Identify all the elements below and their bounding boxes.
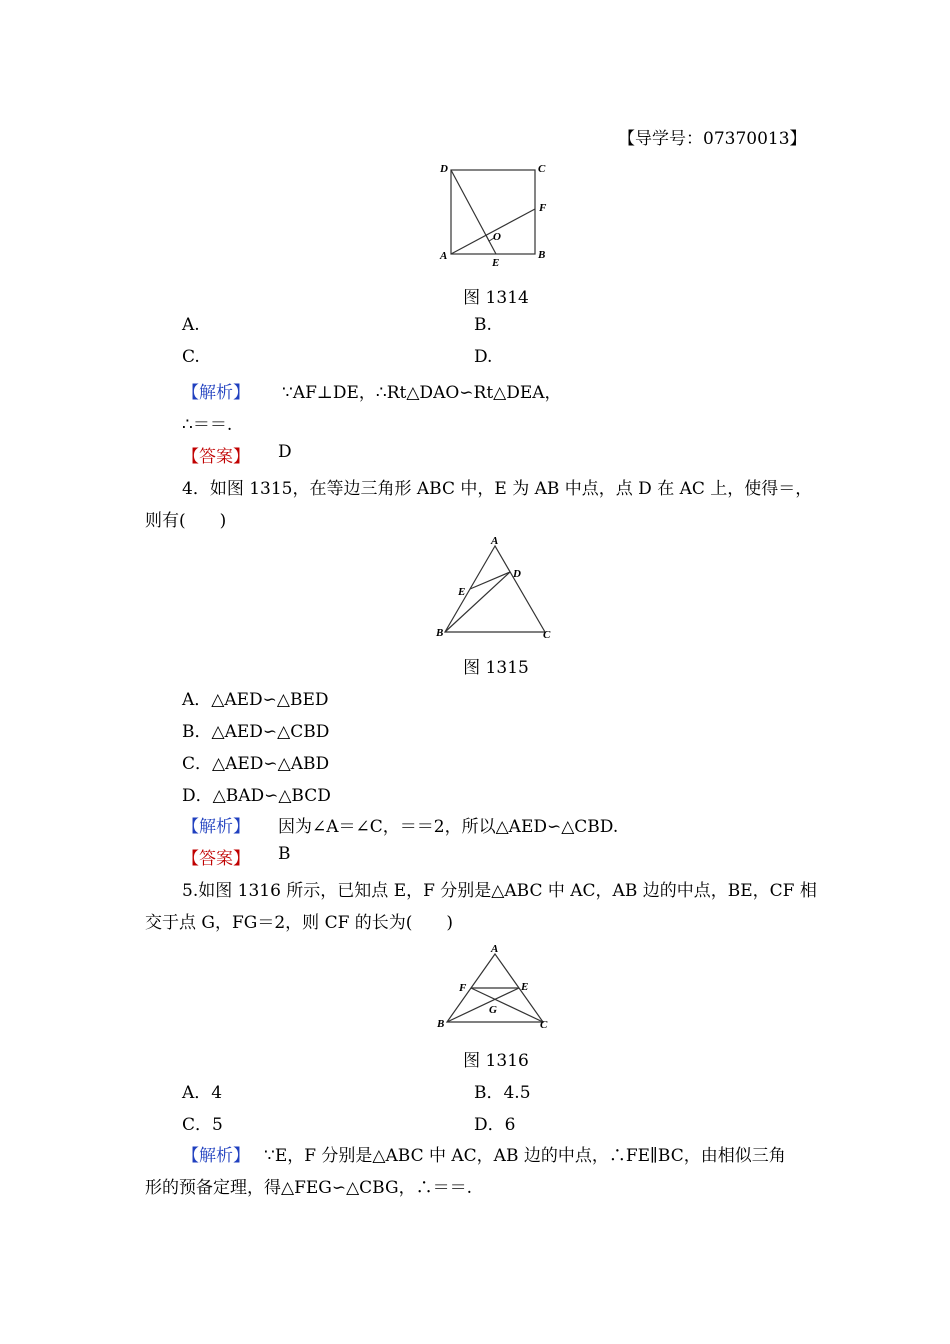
q4-option-b: B．△AED∽△CBD [182,722,330,742]
q5-option-a: A．4 [182,1083,223,1103]
q3-analysis-line2: ∴＝＝. [182,415,233,435]
q5-option-c: C．5 [182,1115,223,1135]
label-E: E [492,257,500,268]
label-B: B [437,1018,445,1030]
q3-option-c: C. [182,347,200,367]
q4-analysis-label: 【解析】 [182,817,250,837]
q5-stem-line1: 5.如图 1316 所示，已知点 E，F 分别是△ABC 中 AC，AB 边的中点，BE，CF 相 [182,881,817,901]
label-E: E [521,981,529,993]
label-D: D [513,568,521,580]
q3-answer: D [278,442,292,462]
q4-answer-label: 【答案】 [182,849,250,869]
label-C: C [543,629,551,641]
q4-stem-line2: 则有( ) [145,511,227,531]
q3-analysis-label: 【解析】 [182,383,250,403]
label-D: D [440,163,448,175]
q5-analysis-line2: 形的预备定理，得△FEG∽△CBG，∴＝＝. [145,1178,472,1198]
q3-option-b: B. [474,315,492,335]
q5-analysis-line1: ∵E，F 分别是△ABC 中 AC，AB 边的中点，∴FE∥BC，由相似三角 [264,1146,786,1166]
label-O: O [493,231,501,243]
q5-analysis-label: 【解析】 [182,1146,250,1166]
label-F: F [539,202,547,214]
q3-option-a: A. [182,315,200,335]
figure-1314 [436,158,556,268]
q4-analysis-text: 因为∠A＝∠C，＝＝2，所以△AED∽△CBD. [278,817,619,837]
q4-option-a: A．△AED∽△BED [182,690,329,710]
figure-1315 [430,532,560,644]
label-A: A [491,535,499,547]
label-C: C [538,163,546,175]
figure-1315-caption: 图 1315 [463,658,529,678]
figure-1316 [430,940,560,1036]
q3-option-d: D. [474,347,493,367]
q5-option-b: B．4.5 [474,1083,531,1103]
q3-answer-label: 【答案】 [182,447,250,467]
label-C: C [540,1019,548,1031]
q4-option-d: D．△BAD∽△BCD [182,786,331,806]
q4-option-c: C．△AED∽△ABD [182,754,330,774]
q5-stem-line2: 交于点 G，FG＝2，则 CF 的长为( ) [145,913,454,933]
label-G: G [489,1004,497,1016]
guide-number: 【导学号：07370013】 [618,129,807,149]
label-F: F [459,982,467,994]
label-B: B [538,249,546,261]
figure-1314-caption: 图 1314 [463,288,529,308]
label-A: A [440,250,448,262]
label-B: B [436,627,444,639]
q4-stem-line1: 4．如图 1315，在等边三角形 ABC 中，E 为 AB 中点，点 D 在 AC 上，使得＝， [182,479,813,499]
q3-analysis-text: ∵AF⊥DE，∴Rt△DAO∽Rt△DEA， [282,383,562,403]
figure-1316-caption: 图 1316 [463,1051,529,1071]
q4-answer: B [278,844,291,864]
label-A: A [491,943,499,955]
label-E: E [458,586,466,598]
q5-option-d: D．6 [474,1115,516,1135]
